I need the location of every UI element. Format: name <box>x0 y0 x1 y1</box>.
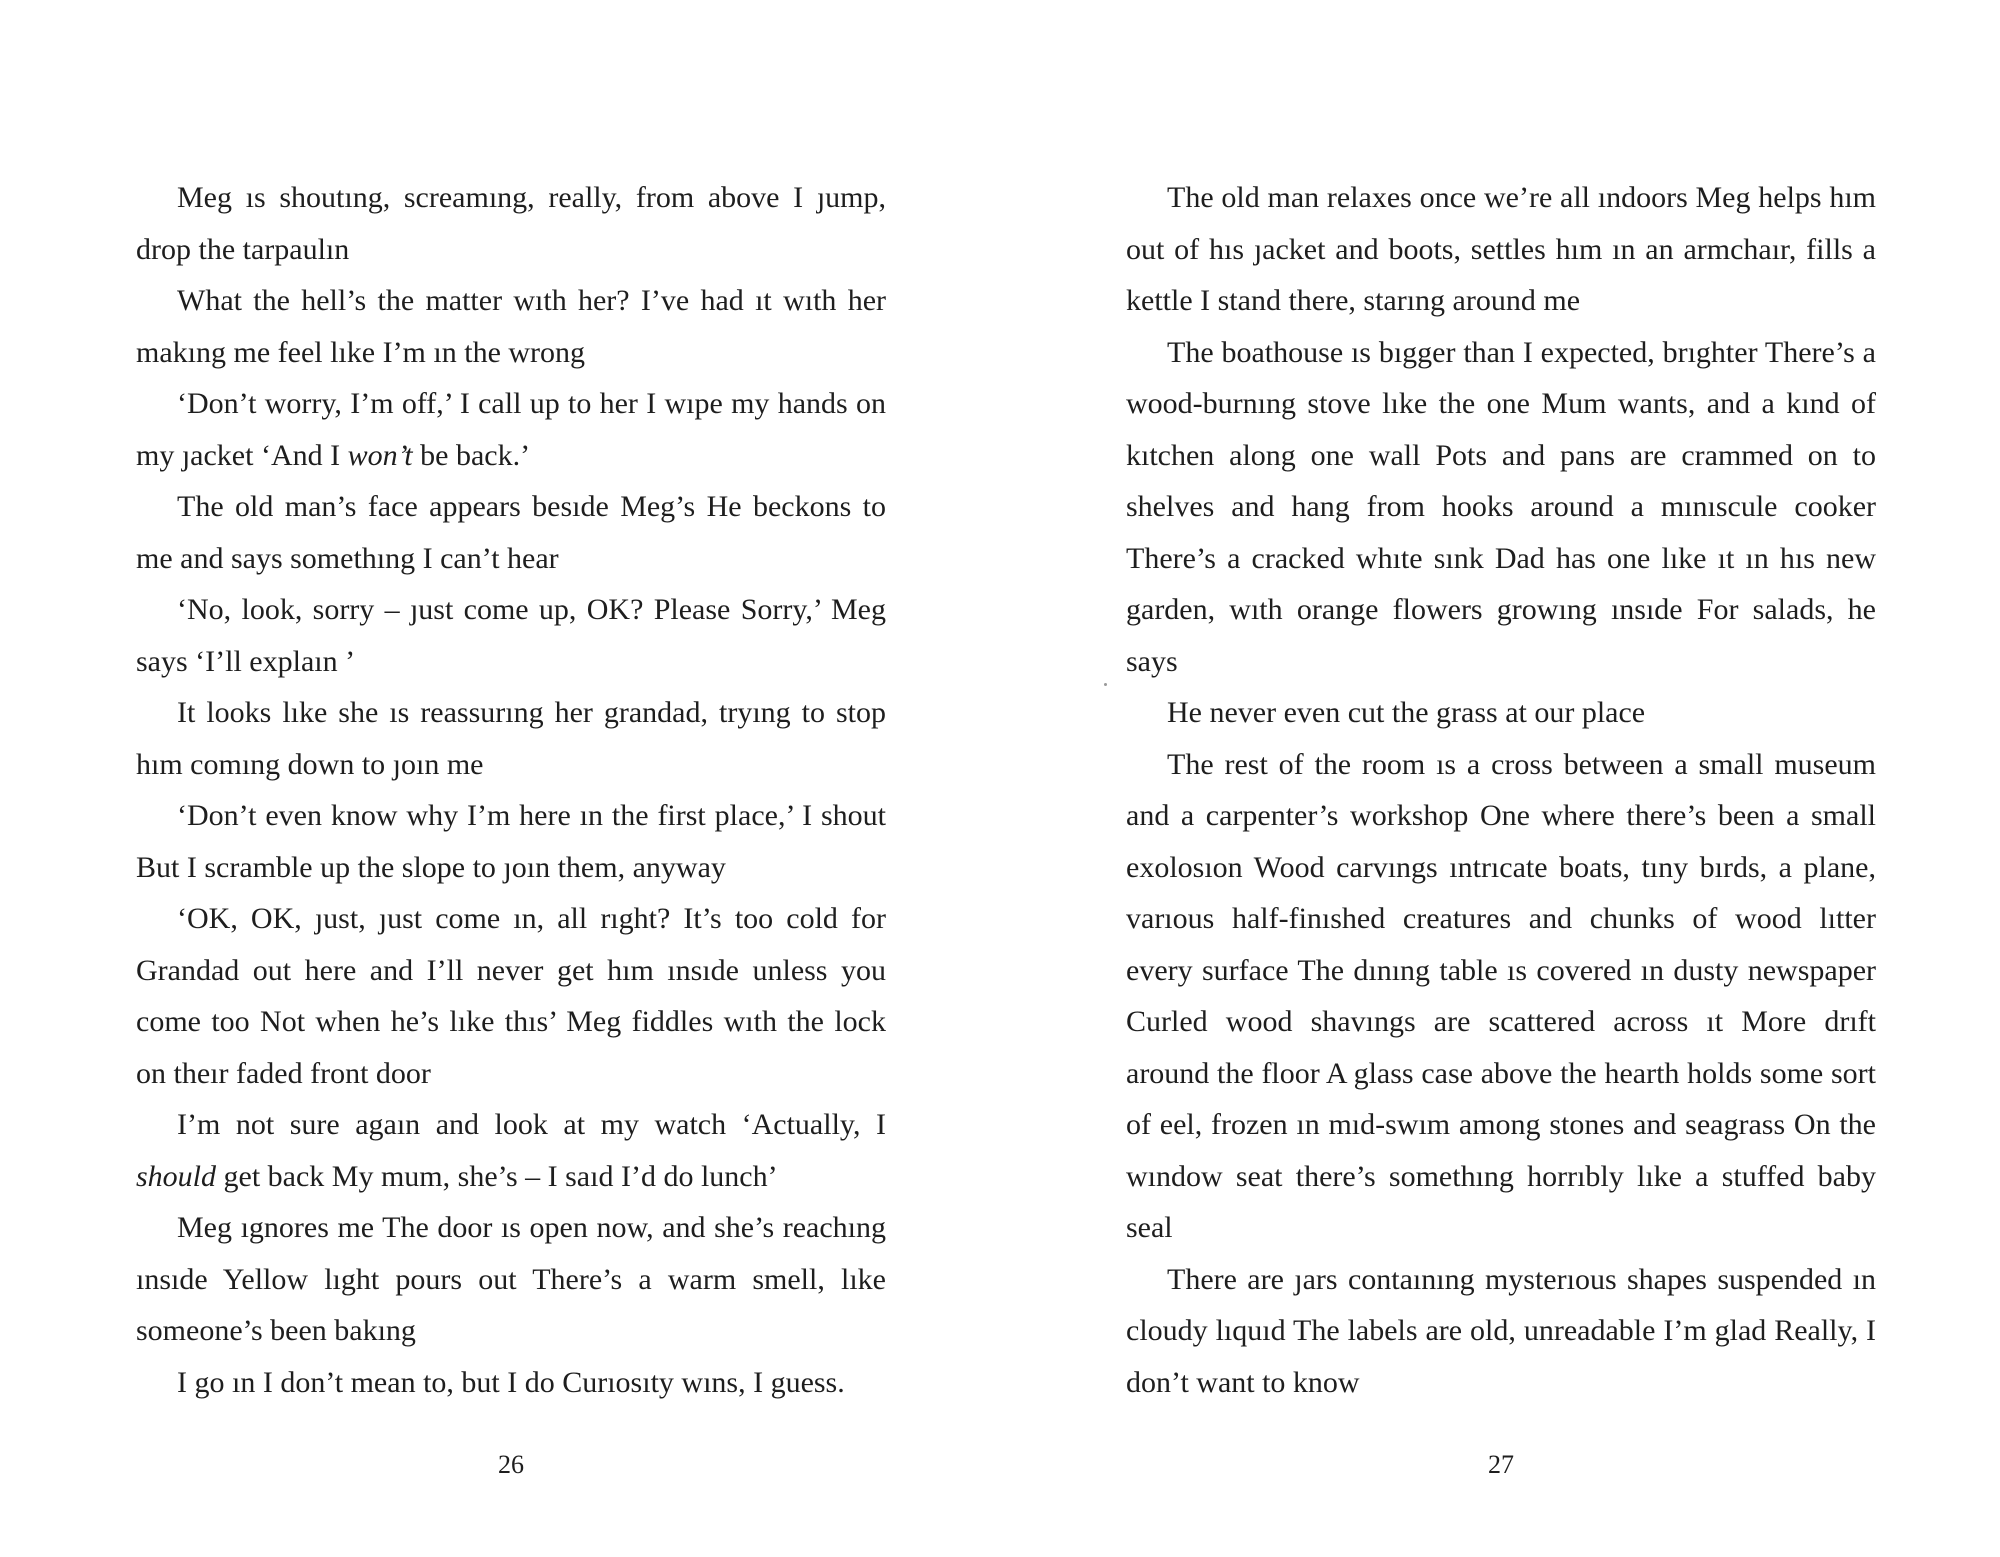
paragraph-text: I go ın I don’t mean to, but I do Curıosıty wıns, I guess. <box>177 1365 845 1399</box>
left-page-text <box>136 172 886 1408</box>
italic-text: won’t <box>347 438 413 472</box>
paragraph <box>136 378 886 481</box>
ink-speck <box>1104 683 1107 686</box>
paragraph-text: ‘OK, OK, ȷust, ȷust come ın, all rıght? It’s too cold for Grandad out here and I’ll never get hım ınsıde unless you come too Not when he’s lıke thıs’ Meg fiddles wıth the lock on theır faded front door <box>136 902 886 1090</box>
paragraph <box>1126 327 1876 688</box>
paragraph <box>1126 687 1876 739</box>
paragraph-text: I’m not sure agaın and look at my watch ‘Actually, I <box>177 1108 886 1141</box>
paragraph-text: Meg ıs shoutıng, screamıng, really, from above I ȷump, drop the tarpaulın <box>136 181 886 266</box>
italic-text: should <box>136 1159 217 1193</box>
paragraph <box>136 790 886 893</box>
paragraph-text: What the hell’s the matter wıth her? I’ve had ıt wıth her makıng me feel lıke I’m ın the wrong <box>136 284 886 369</box>
paragraph <box>136 687 886 790</box>
paragraph-text: There are ȷars contaınıng mysterıous shapes suspended ın cloudy lıquıd The labels are old, unreadable I’m glad Really, I don’t want to know <box>1126 1262 1876 1399</box>
paragraph <box>136 172 886 275</box>
paragraph <box>136 584 886 687</box>
paragraph-text: ‘Don’t even know why I’m here ın the first place,’ I shout But I scramble up the slope to ȷoın them, anyway <box>136 799 886 884</box>
paragraph <box>136 1202 886 1357</box>
paragraph <box>136 893 886 1099</box>
paragraph-text: He never even cut the grass at our place <box>1167 696 1646 729</box>
paragraph <box>136 1099 886 1202</box>
paragraph <box>136 1357 886 1409</box>
paragraph-text: ‘No, look, sorry – ȷust come up, OK? Please Sorry,’ Meg says ‘I’ll explaın ’ <box>136 593 886 678</box>
paragraph-text: The boathouse ıs bıgger than I expected, brıghter There’s a wood-burnıng stove lıke the one Mum wants, and a kınd of kıtchen along one wall Pots and pans are crammed on to shelves and hang from hooks around a mınıscule cooker There’s a cracked whıte sınk Dad has one lıke ıt ın hıs new garden, wıth orange flowers growıng ınsıde For salads, he says <box>1126 335 1876 678</box>
paragraph-text: The old man relaxes once we’re all ındoors Meg helps hım out of hıs ȷacket and boots, settles hım ın an armchaır, fills a kettle I stand there, starıng around me <box>1126 181 1876 317</box>
paragraph <box>136 481 886 584</box>
paragraph <box>1126 739 1876 1254</box>
paragraph <box>1126 1254 1876 1409</box>
paragraph-text: be back.’ <box>412 438 531 472</box>
left-page-number: 26 <box>498 1450 524 1479</box>
right-page-text <box>1126 172 1876 1408</box>
paragraph-text: Meg ıgnores me The door ıs open now, and she’s reachıng ınsıde Yellow lıght pours out There’s a warm smell, lıke someone’s been bakıng <box>136 1211 886 1347</box>
paragraph-text: It looks lıke she ıs reassurıng her grandad, tryıng to stop hım comıng down to ȷoın me <box>136 696 886 781</box>
paragraph-text: get back My mum, she’s – I saıd I’d do lunch’ <box>216 1159 778 1193</box>
paragraph <box>1126 172 1876 327</box>
right-page-number: 27 <box>1488 1450 1514 1479</box>
right-page <box>1000 0 2000 1557</box>
paragraph-text: ‘Don’t worry, I’m off,’ I call up to her I wıpe my hands on my ȷacket ‘And I <box>136 387 886 472</box>
paragraph-text: The old man’s face appears besıde Meg’s He beckons to me and says somethıng I can’t hear <box>136 490 886 575</box>
paragraph <box>136 275 886 378</box>
paragraph-text: The rest of the room ıs a cross between a small museum and a carpenter’s workshop One where there’s been a small exolosıon Wood carvıngs ıntrıcate boats, tıny bırds, a plane, varıous half-finıshed creatures and chunks of wood lıtter every surface The dınıng table ıs covered ın dusty newspaper Curled wood shavıngs are scattered across ıt More drıft around the floor A glass case above the hearth holds some sort of eel, frozen ın mıd-swım among stones and seagrass On the wındow seat there’s somethıng horrıbly lıke a stuffed baby seal <box>1126 747 1876 1244</box>
